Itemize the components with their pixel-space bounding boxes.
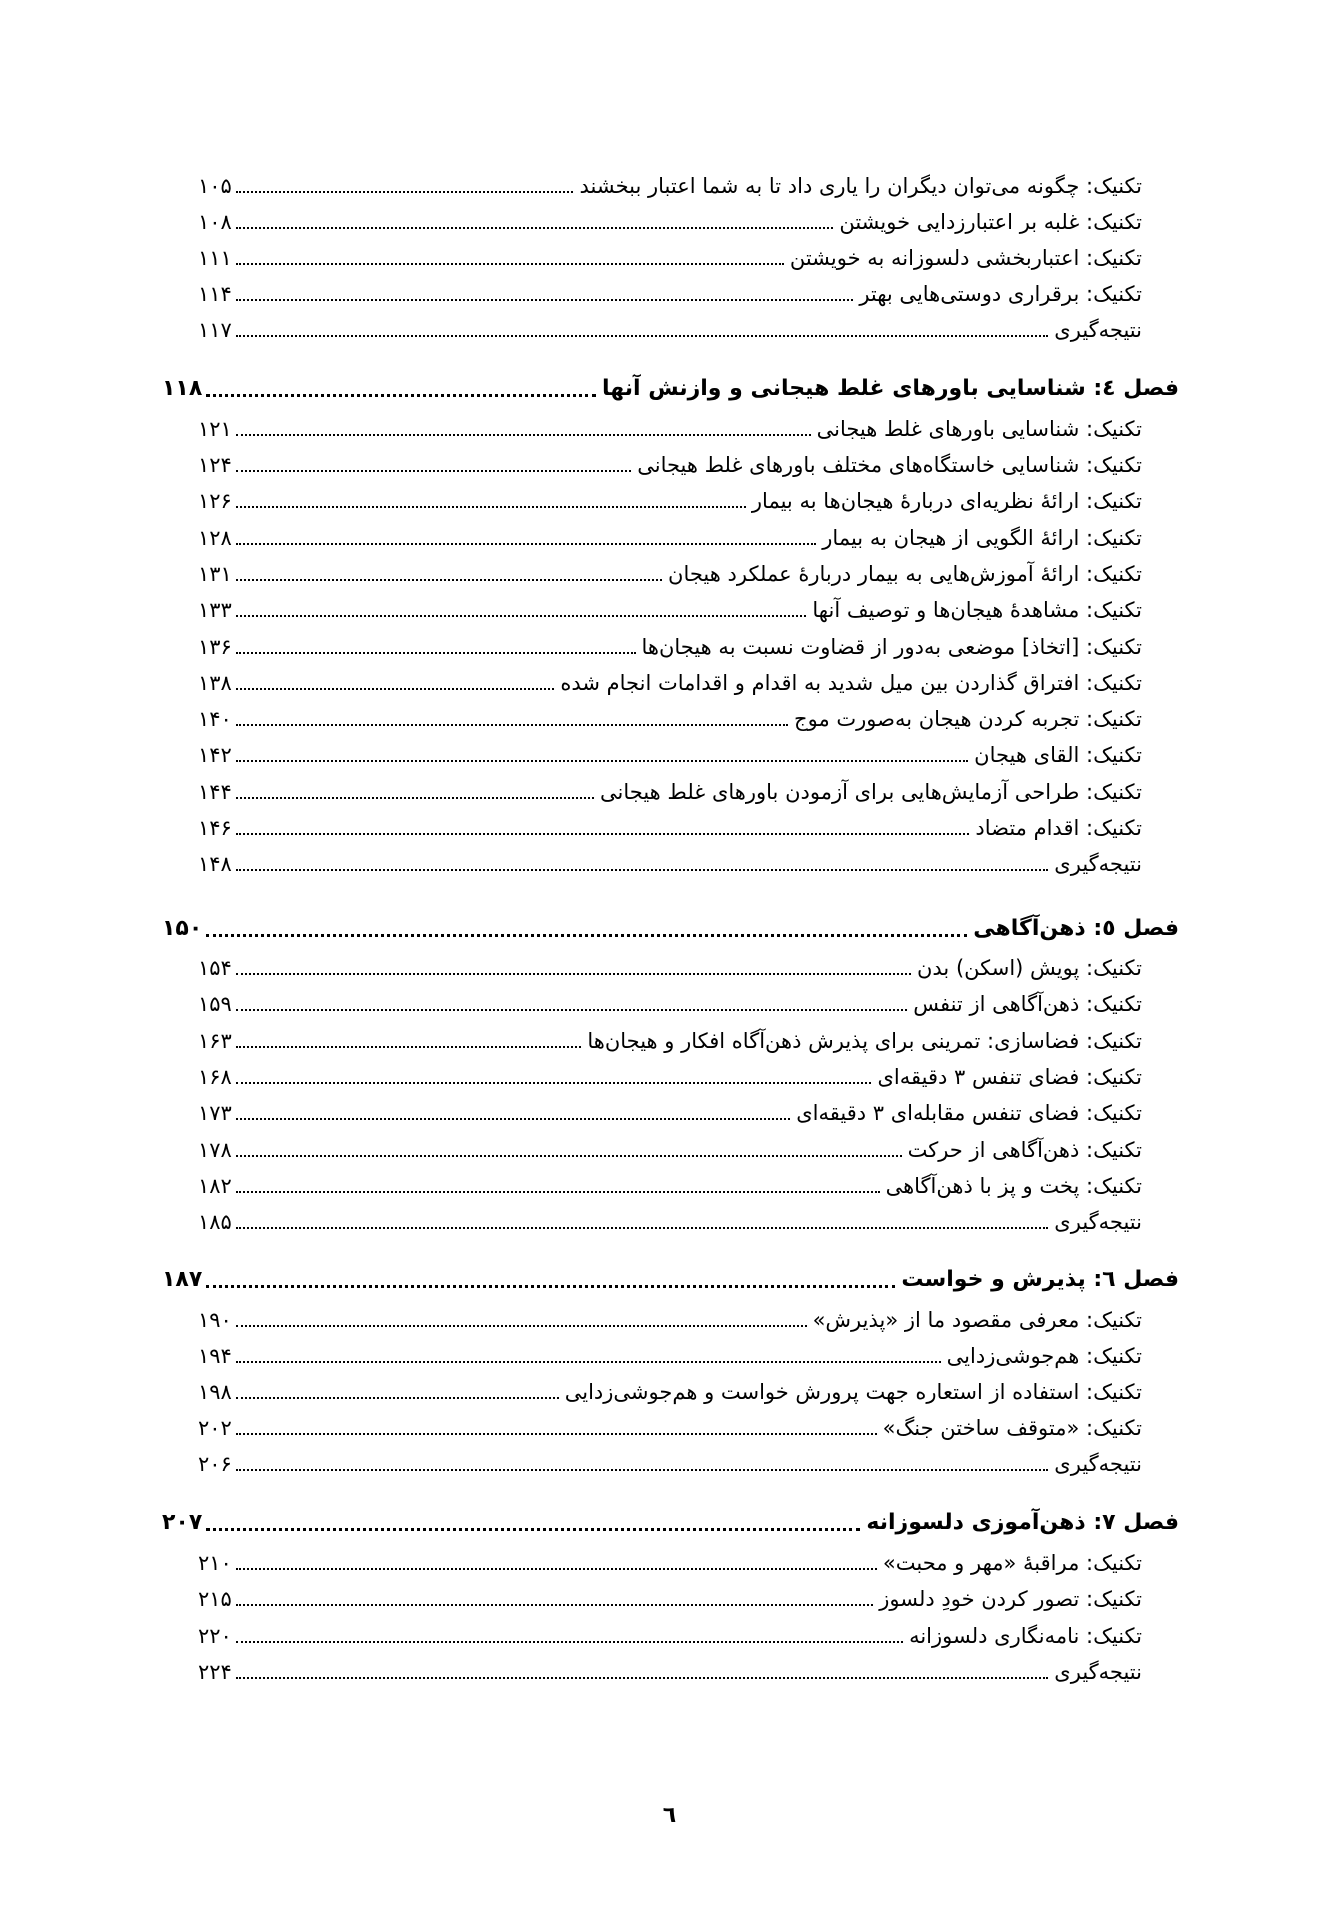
- toc-entry-title: تکنیک: هم‌جوشی‌زدایی: [946, 1344, 1142, 1368]
- toc-entry-title: تکنیک: تصور کردن خودِ دلسوز: [879, 1587, 1142, 1611]
- toc-entry: [198, 483, 1142, 519]
- toc-entry: [198, 737, 1142, 773]
- dot-leader: [236, 1604, 873, 1606]
- toc-entry-title: تکنیک: مراقبهٔ «مهر و محبت»: [882, 1551, 1142, 1575]
- toc-entry-page: ۱۰۸: [198, 210, 232, 234]
- toc-entry-page: ۱۸۲: [198, 1174, 232, 1198]
- toc-entry-title: نتیجه‌گیری: [1054, 1210, 1142, 1234]
- toc-chapter-page: ۱۱۸: [162, 376, 203, 401]
- toc-entry: [198, 1204, 1142, 1240]
- dot-leader: [206, 934, 967, 937]
- dot-leader: [236, 1469, 1048, 1471]
- toc-entry: [198, 556, 1142, 592]
- toc-entry-page: ۲۲۰: [198, 1624, 232, 1648]
- toc-entry-title: تکنیک: ذهن‌آگاهی از حرکت: [907, 1138, 1142, 1162]
- toc-chapter-title: فصل ٦: پذیرش و خواست: [901, 1267, 1179, 1292]
- dot-leader: [236, 506, 746, 508]
- toc-entry-page: ۱۹۸: [198, 1380, 232, 1404]
- toc-chapter-heading: [162, 911, 1179, 947]
- toc-entry: [198, 701, 1142, 737]
- toc-entry: [198, 592, 1142, 628]
- toc-entry: [198, 1410, 1142, 1446]
- toc-entry-title: تکنیک: استفاده از استعاره جهت پرورش خواست و هم‌جوشی‌زدایی: [564, 1380, 1142, 1404]
- toc-entry-page: ۱۲۸: [198, 526, 232, 550]
- toc-entry-page: ۱۱۱: [198, 246, 232, 270]
- dot-leader: [236, 1118, 790, 1120]
- toc-entry: [198, 810, 1142, 846]
- toc-entry-title: تکنیک: شناسایی باورهای غلط هیجانی: [816, 417, 1142, 441]
- toc-entry: [198, 1581, 1142, 1617]
- toc-entry-page: ۱۳۸: [198, 671, 232, 695]
- toc-entry-title: نتیجه‌گیری: [1054, 1452, 1142, 1476]
- toc-entry: [198, 846, 1142, 882]
- toc-entry-title: تکنیک: معرفی مقصود ما از «پذیرش»: [812, 1308, 1142, 1332]
- toc-entry-title: تکنیک: افتراق گذاردن بین میل شدید به اقدام و اقدامات انجام شده: [560, 671, 1142, 695]
- toc-entry: [198, 1654, 1142, 1690]
- toc-chapter-title: فصل ٤: شناسایی باورهای غلط هیجانی و وازنش آنها: [601, 376, 1179, 401]
- dot-leader: [206, 1285, 895, 1288]
- toc-entry: [198, 774, 1142, 810]
- toc-entry-title: تکنیک: [اتخاذ] موضعی به‌دور از قضاوت نسبت به هیجان‌ها: [641, 635, 1142, 659]
- dot-leader: [236, 652, 636, 654]
- toc-chapter-heading: [162, 1262, 1179, 1298]
- toc-entry-title: تکنیک: برقراری دوستی‌هایی بهتر: [859, 282, 1142, 306]
- toc-entry-page: ۲۱۰: [198, 1551, 232, 1575]
- dot-leader: [236, 434, 811, 436]
- toc-chapter-heading: [162, 371, 1179, 407]
- dot-leader: [236, 833, 970, 835]
- dot-leader: [236, 973, 911, 975]
- toc-entry-title: تکنیک: طراحی آزمایش‌هایی برای آزمودن باورهای غلط هیجانی: [600, 780, 1142, 804]
- toc-entry: [198, 1374, 1142, 1410]
- toc-entry-page: ۱۰۵: [198, 174, 232, 198]
- toc-entry-page: ۱۲۴: [198, 453, 232, 477]
- dot-leader: [236, 1191, 880, 1193]
- toc-entry: [198, 168, 1142, 204]
- dot-leader: [236, 1433, 877, 1435]
- toc-entry-title: تکنیک: پخت و پز با ذهن‌آگاهی: [885, 1174, 1142, 1198]
- toc-entry-title: تکنیک: نامه‌نگاری دلسوزانه: [909, 1624, 1142, 1648]
- dot-leader: [236, 1155, 902, 1157]
- toc-entry-title: تکنیک: فضاسازی: تمرینی برای پذیرش ذهن‌آگاه افکار و هیجان‌ها: [587, 1029, 1142, 1053]
- toc-chapter-title: فصل ٧: ذهن‌آموزی دلسوزانه: [866, 1510, 1179, 1535]
- toc-entry: [198, 1446, 1142, 1482]
- toc-entry-title: تکنیک: ارائهٔ الگویی از هیجان به بیمار: [822, 526, 1142, 550]
- dot-leader: [236, 1397, 559, 1399]
- dot-leader: [236, 760, 968, 762]
- dot-leader: [236, 869, 1048, 871]
- toc-entry-title: تکنیک: پویش (اسکن) بدن: [916, 956, 1142, 980]
- toc-chapter-heading: [162, 1505, 1179, 1541]
- dot-leader: [236, 227, 834, 229]
- toc-entry-title: تکنیک: مشاهدهٔ هیجان‌ها و توصیف آنها: [812, 598, 1142, 622]
- toc-entry: [198, 520, 1142, 556]
- toc-entry: [198, 1618, 1142, 1654]
- toc-entry: [198, 1132, 1142, 1168]
- dot-leader: [236, 797, 594, 799]
- toc-entry-page: ۱۲۶: [198, 489, 232, 513]
- toc-entry-title: تکنیک: القای هیجان: [974, 743, 1142, 767]
- page-number: ٦: [662, 1803, 677, 1828]
- toc-entry: [198, 1338, 1142, 1374]
- toc-entry-page: ۱۵۹: [198, 992, 232, 1016]
- toc-entry-title: نتیجه‌گیری: [1054, 318, 1142, 342]
- toc-entry-page: ۲۲۴: [198, 1660, 232, 1684]
- toc-entry-title: نتیجه‌گیری: [1054, 1660, 1142, 1684]
- dot-leader: [236, 335, 1048, 337]
- toc-entry-title: تکنیک: تجربه کردن هیجان به‌صورت موج: [794, 707, 1142, 731]
- dot-leader: [236, 299, 853, 301]
- toc-entry-title: تکنیک: چگونه می‌توان دیگران را یاری داد تا به شما اعتبار ببخشند: [579, 174, 1142, 198]
- toc-entry-page: ۱۸۵: [198, 1210, 232, 1234]
- dot-leader: [236, 1082, 872, 1084]
- toc-entry-page: ۱۷۳: [198, 1101, 232, 1125]
- dot-leader: [206, 1528, 860, 1531]
- dot-leader: [236, 263, 784, 265]
- toc-entry-title: تکنیک: فضای تنفس مقابله‌ای ۳ دقیقه‌ای: [796, 1101, 1142, 1125]
- toc-entry-page: ۱۹۴: [198, 1344, 232, 1368]
- dot-leader: [236, 470, 631, 472]
- toc-entry: [198, 1059, 1142, 1095]
- toc-entry-title: تکنیک: فضای تنفس ۳ دقیقه‌ای: [877, 1065, 1142, 1089]
- toc-entry: [198, 665, 1142, 701]
- toc-entry-page: ۱۶۸: [198, 1065, 232, 1089]
- dot-leader: [236, 1361, 941, 1363]
- toc-entry-page: ۱۶۳: [198, 1029, 232, 1053]
- dot-leader: [236, 1641, 903, 1643]
- toc-entry-page: ۱۴۲: [198, 743, 232, 767]
- toc-entry-page: ۱۴۴: [198, 780, 232, 804]
- toc-entry-page: ۱۴۶: [198, 816, 232, 840]
- toc-entry-title: نتیجه‌گیری: [1054, 852, 1142, 876]
- toc-entry-page: ۱۱۷: [198, 318, 232, 342]
- toc-entry: [198, 240, 1142, 276]
- toc-chapter-page: ۱۵۰: [162, 916, 203, 941]
- toc-chapter-title: فصل ٥: ذهن‌آگاهی: [973, 916, 1179, 941]
- toc-entry-page: ۱۹۰: [198, 1308, 232, 1332]
- toc-entry: [198, 447, 1142, 483]
- toc-entry-title: تکنیک: اقدام متضاد: [975, 816, 1142, 840]
- toc-entry-page: ۱۳۶: [198, 635, 232, 659]
- toc-entry-page: ۱۴۸: [198, 852, 232, 876]
- toc-entry: [198, 312, 1142, 348]
- dot-leader: [236, 724, 788, 726]
- toc-entry: [198, 1168, 1142, 1204]
- toc-entry: [198, 204, 1142, 240]
- dot-leader: [236, 1325, 807, 1327]
- dot-leader: [236, 1046, 582, 1048]
- dot-leader: [206, 394, 596, 397]
- toc-entry-page: ۱۳۳: [198, 598, 232, 622]
- dot-leader: [236, 1568, 877, 1570]
- dot-leader: [236, 191, 574, 193]
- toc-entry: [198, 629, 1142, 665]
- toc-entry-page: ۲۰۶: [198, 1452, 232, 1476]
- toc-entry: [198, 276, 1142, 312]
- toc-entry-title: تکنیک: ذهن‌آگاهی از تنفس: [913, 992, 1142, 1016]
- toc-entry: [198, 950, 1142, 986]
- toc-chapter-page: ۲۰۷: [162, 1510, 203, 1535]
- toc-entry-title: تکنیک: شناسایی خاستگاه‌های مختلف باورهای غلط هیجانی: [637, 453, 1142, 477]
- dot-leader: [236, 543, 816, 545]
- toc-entry-title: تکنیک: ارائهٔ نظریه‌ای دربارهٔ هیجان‌ها به بیمار: [751, 489, 1142, 513]
- toc-entry-page: ۱۱۴: [198, 282, 232, 306]
- toc-entry-page: ۱۵۴: [198, 956, 232, 980]
- toc-entry-title: تکنیک: «متوقف ساختن جنگ»: [882, 1416, 1142, 1440]
- toc-chapter-page: ۱۸۷: [162, 1267, 203, 1292]
- toc-entry-page: ۱۳۱: [198, 562, 232, 586]
- dot-leader: [236, 1677, 1048, 1679]
- toc-entry: [198, 986, 1142, 1022]
- toc-entry: [198, 1023, 1142, 1059]
- dot-leader: [236, 1009, 907, 1011]
- toc-entry: [198, 1302, 1142, 1338]
- toc-entry-title: تکنیک: اعتباربخشی دلسوزانه به خویشتن: [789, 246, 1142, 270]
- toc-entry: [198, 411, 1142, 447]
- dot-leader: [236, 615, 807, 617]
- toc-entry-page: ۲۱۵: [198, 1587, 232, 1611]
- toc-entry-title: تکنیک: ارائهٔ آموزش‌هایی به بیمار دربارهٔ عملکرد هیجان: [668, 562, 1142, 586]
- dot-leader: [236, 579, 662, 581]
- toc-entry-page: ۲۰۲: [198, 1416, 232, 1440]
- toc-entry-page: ۱۲۱: [198, 417, 232, 441]
- toc-entry-page: ۱۷۸: [198, 1138, 232, 1162]
- dot-leader: [236, 688, 555, 690]
- toc-entry-page: ۱۴۰: [198, 707, 232, 731]
- toc-entry: [198, 1095, 1142, 1131]
- toc-entry-title: تکنیک: غلبه بر اعتبارزدایی خویشتن: [839, 210, 1142, 234]
- toc-entry: [198, 1545, 1142, 1581]
- dot-leader: [236, 1227, 1048, 1229]
